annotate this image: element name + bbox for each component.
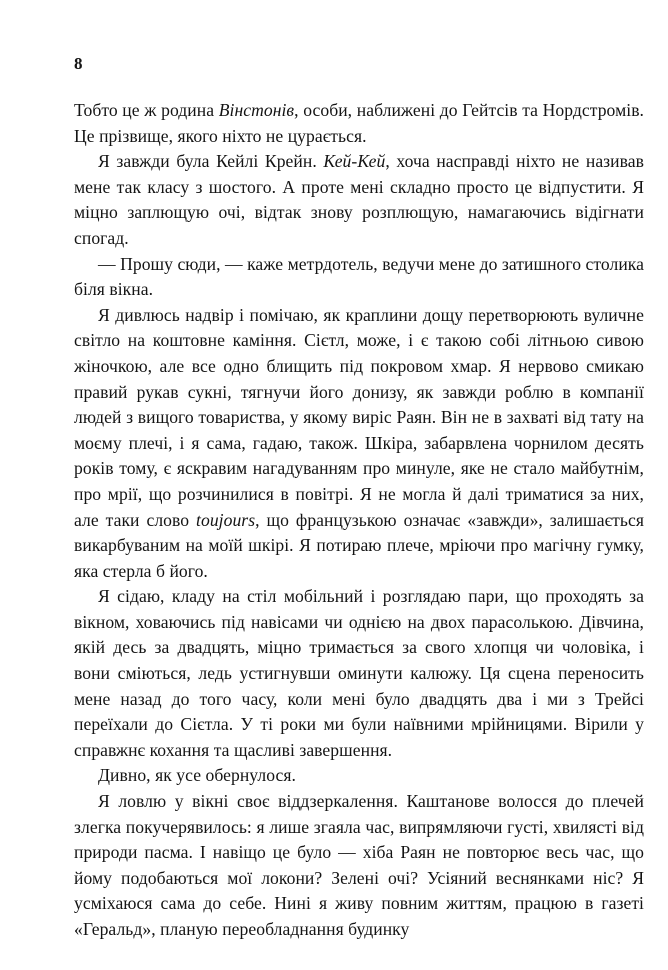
- paragraph-3: — Прошу сюди, — каже метрдотель, ведучи мене до затишного столика біля вікна.: [74, 253, 644, 300]
- paragraph-7: Я ловлю у вікні своє віддзеркалення. Каштанове волосся до плечей злегка покучерявилось: я лише згаяла час, випрямляючи густі, хвилясті від природи пасма. І навіщо це було — хіба Раян не повторює весь час, що йому подобаються мої локони? Зелені очі? Усіяний веснянками ніс? Я усміхаюся сама до себе. Нині я живу повним життям, працюю в газеті «Геральд», планую переобладнання будинку: [74, 791, 644, 939]
- paragraph-6: Дивно, як усе обернулося.: [98, 765, 296, 786]
- paragraph-5: Я сідаю, кладу на стіл мобільний і розглядаю пари, що проходять за вікном, ховаючись під навісами чи однією на двох парасолькою. Дівчина, якій десь за двадцять, міцно тримається за свого хлопця чи чоловіка, і вони сміються, ледь устигнувши оминути калюжу. Ця сцена переносить мене назад до того часу, коли мені було двадцять два і ми з Трейсі переїхали до Сієтла. У ті роки ми були наївними мрійницями. Вірили у справжнє кохання та щасливі завершення.: [74, 586, 644, 760]
- family-name-italic: Вінстонів: [218, 100, 295, 120]
- page-number: 8: [74, 54, 83, 73]
- nickname-italic: Кей-Кей: [323, 151, 386, 172]
- paragraph-1: Тобто це ж родина Вінстонів, особи, наближені до Гейтсів та Нордстромів. Це прізвище, якого ніхто не цурається.: [74, 100, 644, 146]
- french-word-italic: toujours: [196, 509, 256, 530]
- body-text: [74, 98, 644, 943]
- paragraph-4: Я дивлюсь надвір і помічаю, як краплини дощу перетворюють вуличне світло на коштовне каміння. Сієтл, може, і є такою собі літньою сивою жіночкою, але все одно блищить під покровом хмар. Я нервово смикаю правий рукав сукні, тягнучи його донизу, як завжди роблю в компанії людей з вищого товариства, у якому виріс Раян. Він не в захваті від тату на моєму плечі, і я сама, гадаю, також. Шкіра, забарвлена чорнилом десять років тому, є яскравим нагадуванням про минуле, яке не стало майбутнім, про мрії, що розчинилися в повітрі. Я не могла й далі триматися за них, але таки слово toujours, що французькою означає «завжди», залишається викарбуваним на моїй шкірі. Я потираю плече, мріючи про магічну гумку, яка стерла б його.: [74, 304, 644, 581]
- paragraph-2: Я завжди була Кейлі Крейн. Кей-Кей, хоча насправді ніхто не називав мене так класу з шостого. А проте мені складно просто це відпустити. Я міцно заплющую очі, відтак знову розплющую, намагаючись відігнати спогад.: [74, 151, 644, 248]
